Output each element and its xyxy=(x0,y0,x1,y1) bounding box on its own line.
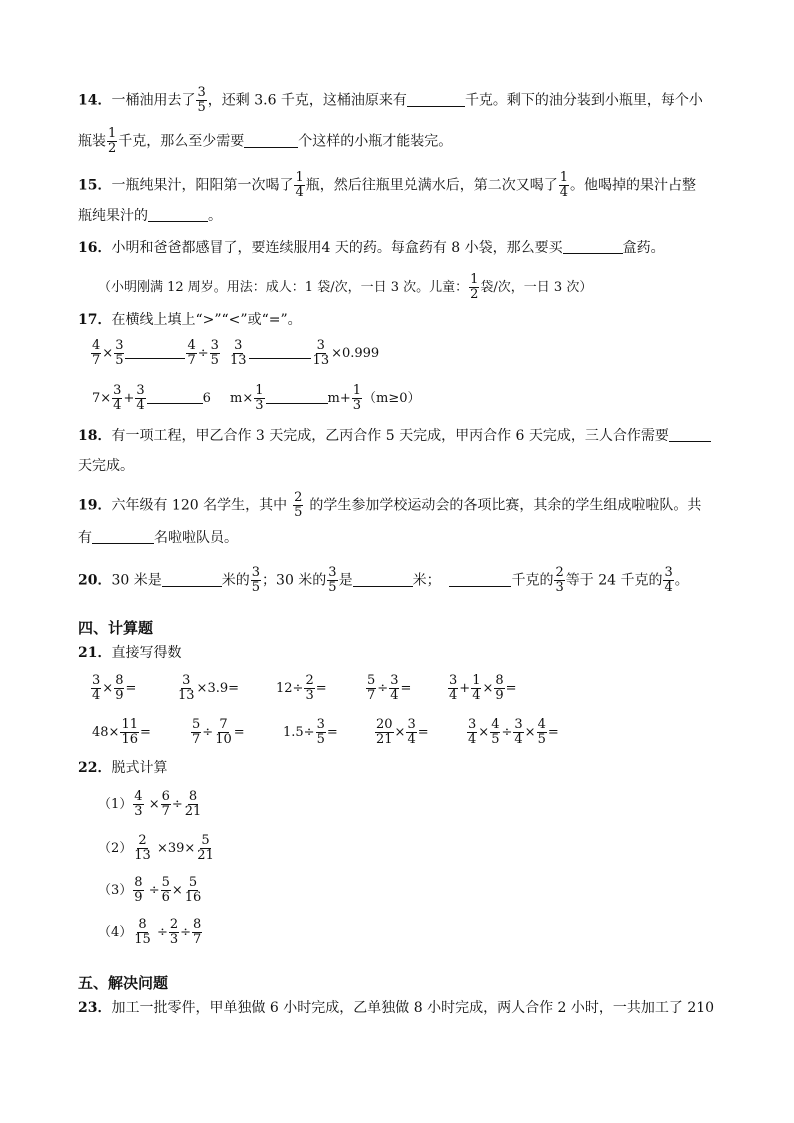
q15-text-e: 。 xyxy=(208,208,222,224)
q21-item: 48× $\frac{11}{16}$ = xyxy=(92,717,151,747)
answer-blank[interactable] xyxy=(407,92,465,107)
q14-text-e: 千克，那么至少需要 xyxy=(118,133,245,150)
q15-text-a: 一瓶纯果汁，阳阳第一次喝了 xyxy=(111,177,294,194)
q15-number: 15． xyxy=(78,177,112,194)
q17-row2-right xyxy=(230,384,421,413)
q16-text-a: 小明和爸爸都感冒了，要连续服用4 天的药。每盒药有 8 小袋，那么要买 xyxy=(111,240,563,256)
q21-item: 12÷ $\frac{2}{3}$ = xyxy=(276,673,327,703)
operator: × xyxy=(102,346,114,361)
fraction: $\frac{3}{5}$ xyxy=(210,338,219,368)
q20-text-h: 等于 24 千克的 xyxy=(565,572,663,589)
fraction: $\frac{5}{6}$ xyxy=(161,875,170,905)
answer-blank[interactable] xyxy=(563,239,623,254)
fraction: $\frac{11}{16}$ xyxy=(121,717,138,747)
answer-blank[interactable] xyxy=(148,207,208,222)
fraction: $\frac{3}{4}$ xyxy=(407,717,416,747)
q17-title-line xyxy=(78,310,302,330)
q22-title-line xyxy=(78,758,167,778)
q20-number: 20． xyxy=(78,572,112,589)
fraction: $\frac{4}{5}$ xyxy=(491,717,500,747)
q18-line1 xyxy=(78,426,711,446)
q20-text-c: ；30 米的 xyxy=(262,572,327,589)
q15-text-d: 瓶纯果汁的 xyxy=(78,208,148,224)
answer-blank[interactable] xyxy=(353,572,413,587)
q16-text-b: 盒药。 xyxy=(622,240,665,256)
q14-text-c: 千克。剩下的油分装到小瓶里，每个小 xyxy=(464,92,703,109)
fraction: $\frac{2}{3}$ xyxy=(169,917,179,947)
q19-text-d: 名啦啦队员。 xyxy=(154,530,238,546)
q19-line1 xyxy=(78,491,701,520)
fraction: $\frac{2}{3}$ xyxy=(555,565,564,595)
fraction: $\frac{7}{10}$ xyxy=(215,717,232,747)
q17-row2 xyxy=(92,384,211,413)
fraction: $\frac{1}{4}$ xyxy=(559,170,569,200)
fraction: $\frac{8}{9}$ xyxy=(134,875,143,905)
q22-item-1: （1） $\frac{4}{3}$ × $\frac{6}{7}$ ÷ $\frac{8}{21}$ xyxy=(98,789,202,819)
fraction: $\frac{2}{3}$ xyxy=(305,673,314,703)
operator: ÷ xyxy=(197,346,209,361)
q20-line xyxy=(78,566,689,595)
q22-item-3: （3） $\frac{8}{9}$ ÷ $\frac{5}{6}$ × $\frac{5}{16}$ xyxy=(98,875,202,905)
fraction: $\frac{1}{2}$ xyxy=(470,272,479,302)
q14-text-a: 一桶油用去了 xyxy=(111,92,196,109)
q17-number: 17． xyxy=(78,312,112,328)
q15-line1 xyxy=(78,171,696,200)
q18-text-a: 有一项工程，甲乙合作 3 天完成，乙丙合作 5 天完成，甲丙合作 6 天完成，三人合作需要 xyxy=(111,428,669,444)
q16-text-d: 袋/次，一日 3 次） xyxy=(480,280,593,295)
q19-text-c: 有 xyxy=(78,530,92,546)
q18-number: 18． xyxy=(78,428,112,444)
fraction: $\frac{8}{9}$ xyxy=(495,673,504,703)
fraction: $\frac{4}{5}$ xyxy=(537,717,546,747)
q20-text-a: 30 米是 xyxy=(111,572,162,589)
section-title-problem-solving: 五、解决问题 xyxy=(78,974,169,992)
q16-note xyxy=(98,273,592,302)
fraction: $\frac{8}{7}$ xyxy=(193,917,202,947)
q20-text-g: 千克的 xyxy=(511,572,554,589)
fraction: $\frac{1}{3}$ xyxy=(255,383,264,413)
term: m× xyxy=(230,391,254,406)
fraction: $\frac{3}{4}$ xyxy=(92,673,101,703)
fraction: $\frac{3}{4}$ xyxy=(449,673,458,703)
fraction: $\frac{3}{4}$ xyxy=(136,383,145,413)
q21-item: 1.5÷ $\frac{3}{5}$ = xyxy=(283,717,338,747)
q21-item: $\frac{5}{7}$ ÷ $\frac{3}{4}$ = xyxy=(367,673,412,703)
fraction: $\frac{3}{5}$ xyxy=(316,717,325,747)
q18-line2 xyxy=(78,456,134,476)
fraction: $\frac{3}{13}$ xyxy=(178,673,195,703)
q19-text-a: 六年级有 120 名学生，其中 xyxy=(111,497,288,514)
fraction: $\frac{3}{13}$ xyxy=(230,338,247,368)
multiplier: ×0.999 xyxy=(331,346,380,361)
q20-text-i: 。 xyxy=(674,572,689,589)
q16-number: 16． xyxy=(78,240,112,256)
term: 6 xyxy=(202,391,211,406)
q21-title-line xyxy=(78,643,181,663)
q22-item-4: （4） $\frac{8}{15}$ ÷ $\frac{2}{3}$ ÷ $\frac{8}{7}$ xyxy=(98,917,202,947)
q21-title: 直接写得数 xyxy=(111,645,182,661)
q14-text-b: ，还剩 3.6 千克，这桶油原来有 xyxy=(207,92,407,109)
answer-blank[interactable] xyxy=(266,389,328,404)
fraction: $\frac{8}{15}$ xyxy=(134,917,151,947)
fraction: $\frac{3}{4}$ xyxy=(390,673,399,703)
operator: + xyxy=(123,391,135,406)
fraction: $\frac{3}{5}$ xyxy=(328,565,337,595)
q18-text-b: 天完成。 xyxy=(78,458,134,474)
q19-text-b: 的学生参加学校运动会的各项比赛，其余的学生组成啦啦队。共 xyxy=(309,497,702,514)
q23-number: 23． xyxy=(78,1000,112,1016)
term: m+ xyxy=(327,391,351,406)
q20-text-e: 米； xyxy=(412,572,441,589)
q22-title: 脱式计算 xyxy=(111,760,168,776)
answer-blank[interactable] xyxy=(249,344,311,359)
q19-line2 xyxy=(78,528,238,548)
fraction: $\frac{1}{3}$ xyxy=(352,383,362,413)
fraction: $\frac{1}{4}$ xyxy=(295,170,304,200)
fraction: $\frac{3}{4}$ xyxy=(468,717,477,747)
answer-blank[interactable] xyxy=(125,344,185,359)
q16-text-c: （小明刚满 12 周岁。用法：成人：1 袋/次，一日 3 次。儿童： xyxy=(98,280,469,295)
q15-text-c: 。他喝掉的果汁占整 xyxy=(570,177,697,194)
q21-item: $\frac{20}{21}$ × $\frac{3}{4}$ = xyxy=(376,717,429,747)
q14-text-d: 瓶装 xyxy=(78,133,106,150)
fraction: $\frac{3}{4}$ xyxy=(514,717,523,747)
answer-blank[interactable] xyxy=(244,133,298,148)
fraction: $\frac{4}{3}$ xyxy=(134,789,143,819)
term: 7× xyxy=(92,391,112,406)
q14-line1 xyxy=(78,86,703,115)
fraction: $\frac{20}{21}$ xyxy=(376,717,393,747)
fraction: $\frac{5}{21}$ xyxy=(197,833,214,863)
fraction: $\frac{5}{7}$ xyxy=(192,717,201,747)
fraction: $\frac{3}{4}$ xyxy=(664,565,673,595)
section-title-calculation: 四、计算题 xyxy=(78,619,154,637)
q22-item-2: （2） $\frac{2}{13}$ ×39× $\frac{5}{21}$ xyxy=(98,833,214,863)
fraction: $\frac{1}{2}$ xyxy=(108,126,117,156)
q19-number: 19． xyxy=(78,497,112,514)
q17-title: 在横线上填上“>”“<”或“=”。 xyxy=(111,312,302,328)
fraction: $\frac{2}{13}$ xyxy=(134,833,151,863)
answer-blank[interactable] xyxy=(92,529,154,544)
fraction: $\frac{4}{7}$ xyxy=(92,338,101,368)
q21-item: $\frac{3}{13}$ ×3.9= xyxy=(178,673,240,703)
q14-line2 xyxy=(78,127,452,156)
fraction: $\frac{3}{5}$ xyxy=(115,338,124,368)
fraction: $\frac{2}{5}$ xyxy=(294,490,303,520)
q23-text-a: 加工一批零件，甲单独做 6 小时完成，乙单独做 8 小时完成，两人合作 2 小时，一共加工了 210 xyxy=(111,1000,715,1016)
fraction: $\frac{3}{13}$ xyxy=(312,338,330,368)
q14-text-f: 个这样的小瓶才能装完。 xyxy=(298,133,453,150)
q21-number: 21． xyxy=(78,645,112,661)
q21-item: $\frac{3}{4}$ × $\frac{4}{5}$ ÷ $\frac{3}{4}$ × $\frac{4}{5}$ = xyxy=(468,717,559,747)
fraction: $\frac{8}{21}$ xyxy=(184,789,202,819)
answer-blank[interactable] xyxy=(449,572,511,587)
q21-item: $\frac{5}{7}$ ÷ $\frac{7}{10}$ = xyxy=(192,717,245,747)
q20-text-d: 是 xyxy=(338,572,353,589)
answer-blank[interactable] xyxy=(162,572,222,587)
fraction: $\frac{1}{4}$ xyxy=(472,673,481,703)
q20-text-b: 米的 xyxy=(221,572,250,589)
q21-item: $\frac{3}{4}$ + $\frac{1}{4}$ × $\frac{8}{9}$ = xyxy=(449,673,517,703)
answer-blank[interactable] xyxy=(147,389,203,404)
q16-line1 xyxy=(78,238,665,258)
q22-number: 22． xyxy=(78,760,112,776)
q17-row1-right xyxy=(228,339,379,368)
fraction: $\frac{3}{4}$ xyxy=(113,383,122,413)
q15-text-b: 瓶，然后往瓶里兑满水后，第二次又喝了 xyxy=(305,177,558,194)
fraction: $\frac{5}{16}$ xyxy=(184,875,202,905)
fraction: $\frac{3}{5}$ xyxy=(251,565,261,595)
fraction: $\frac{8}{9}$ xyxy=(115,673,124,703)
fraction: $\frac{4}{7}$ xyxy=(187,338,196,368)
fraction: $\frac{5}{7}$ xyxy=(367,673,376,703)
condition: （m≥0） xyxy=(363,391,421,406)
q23-line1 xyxy=(78,998,714,1018)
q15-line2 xyxy=(78,206,222,226)
fraction: $\frac{6}{7}$ xyxy=(161,789,170,819)
q17-row1 xyxy=(90,339,221,368)
answer-blank[interactable] xyxy=(669,427,711,442)
fraction: $\frac{3}{5}$ xyxy=(197,85,206,115)
q21-item: $\frac{3}{4}$ × $\frac{8}{9}$ = xyxy=(92,673,137,703)
q14-number: 14． xyxy=(78,92,112,109)
